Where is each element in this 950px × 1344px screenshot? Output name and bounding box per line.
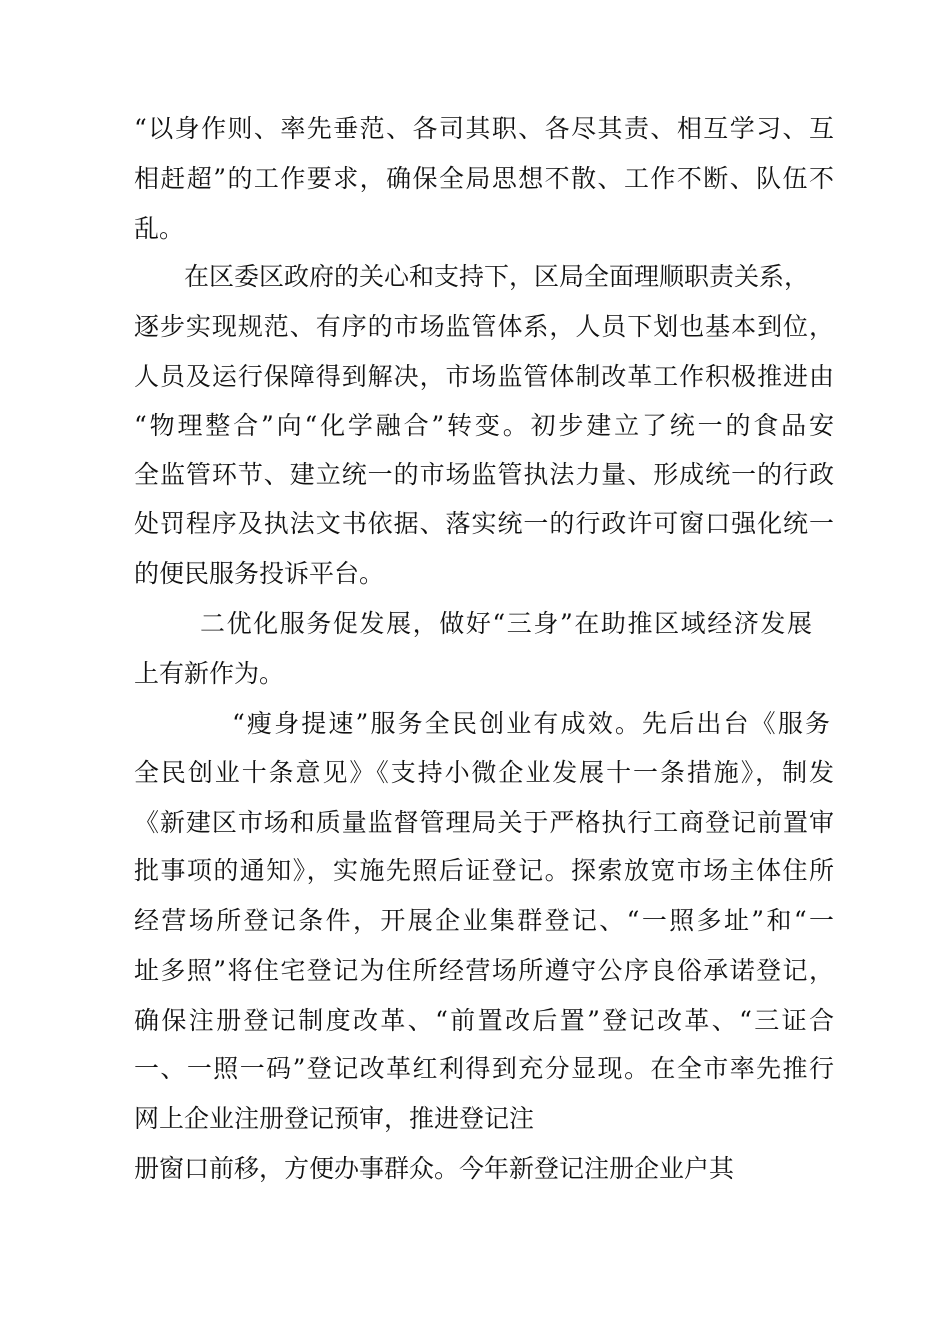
text-line: 确保注册登记制度改革、“前置改后置”登记改革、“三证合 xyxy=(134,1006,834,1035)
text-line: 册窗口前移，方便办事群众。今年新登记注册企业户其 xyxy=(134,1154,735,1183)
text-line: 相赶超”的工作要求，确保全局思想不散、工作不断、队伍不 xyxy=(134,164,834,193)
text-line: 全民创业十条意见》《支持小微企业发展十一条措施》，制发 xyxy=(134,758,834,787)
text-line: 网上企业注册登记预审，推进登记注 xyxy=(134,1104,535,1133)
text-line: 人员及运行保障得到解决，市场监管体制改革工作积极推进由 xyxy=(134,362,834,391)
text-line: “以身作则、率先垂范、各司其职、各尽其责、相互学习、互 xyxy=(134,114,834,143)
text-line: 址多照”将住宅登记为住所经营场所遵守公序良俗承诺登记， xyxy=(134,956,834,985)
text-line: 的便民服务投诉平台。 xyxy=(134,559,385,588)
section-heading-line: 二优化服务促发展，做好“三身”在助推区域经济发展 xyxy=(200,609,812,638)
text-line: “瘦身提速”服务全民创业有成效。先后出台《服务 xyxy=(232,709,830,738)
text-line: 经营场所登记条件，开展企业集群登记、“一照多址”和“一 xyxy=(134,906,834,935)
text-line: 全监管环节、建立统一的市场监管执法力量、形成统一的行政 xyxy=(134,460,834,489)
text-line: “物理整合”向“化学融合”转变。初步建立了统一的食品安 xyxy=(134,411,834,440)
text-line: 处罚程序及执法文书依据、落实统一的行政许可窗口强化统一 xyxy=(134,509,834,538)
text-line: 乱。 xyxy=(134,214,185,243)
text-line: 批事项的通知》，实施先照后证登记。探索放宽市场主体住所 xyxy=(134,856,834,885)
section-heading-line: 上有新作为。 xyxy=(134,659,285,688)
text-line: 逐步实现规范、有序的市场监管体系，人员下划也基本到位， xyxy=(134,312,834,341)
text-line: 一、一照一码”登记改革红利得到充分显现。在全市率先推行 xyxy=(134,1054,834,1083)
text-line: 《新建区市场和质量监督管理局关于严格执行工商登记前置审 xyxy=(134,808,834,837)
text-line: 在区委区政府的关心和支持下，区局全面理顺职责关系， xyxy=(184,262,810,291)
